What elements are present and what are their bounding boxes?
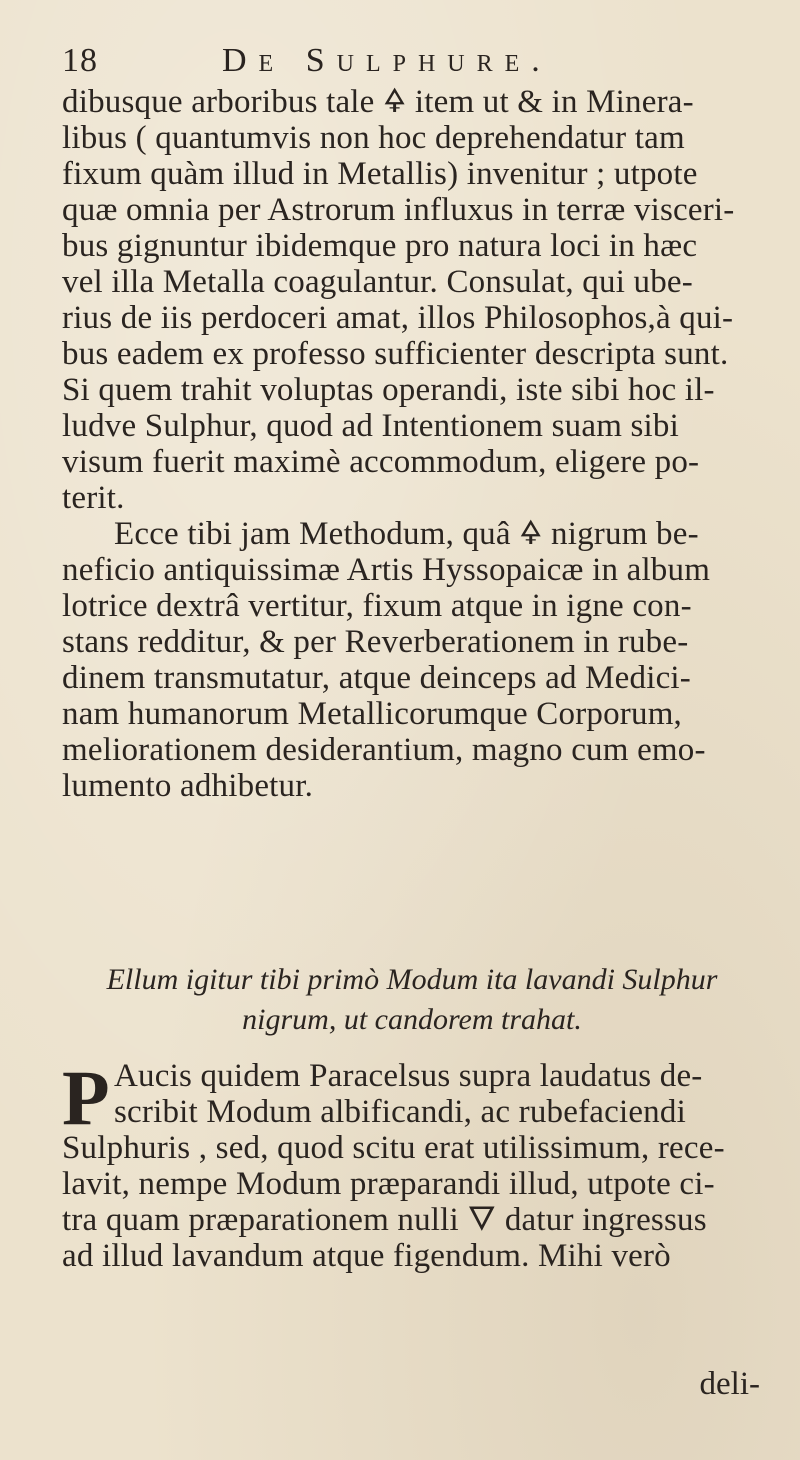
text-line: ludve Sulphur, quod ad Intentionem suam sibi xyxy=(62,408,679,444)
text-line: Sulphuris , sed, quod scitu erat utilissimum, rece- xyxy=(62,1130,725,1166)
text-line: libus ( quantumvis non hoc deprehendatur tam xyxy=(62,120,685,156)
text-line: dibusque arboribus tale 🜍 item ut & in Minera- xyxy=(62,84,694,120)
text-line: lumento adhibetur. xyxy=(62,768,314,804)
text-line: scribit Modum albificandi, ac rubefaciendi xyxy=(114,1094,686,1130)
running-title: De Sulphure. xyxy=(222,42,552,79)
text-line: Ecce tibi jam Methodum, quâ 🜍 nigrum be- xyxy=(114,516,699,552)
text-line: fixum quàm illud in Metallis) invenitur ; utpote xyxy=(62,156,698,192)
text-line: quæ omnia per Astrorum influxus in terræ visceri- xyxy=(62,192,735,228)
text-line: rius de iis perdoceri amat, illos Philosophos,à qui- xyxy=(62,300,734,336)
text-line: neficio antiquissimæ Artis Hyssopaicæ in album xyxy=(62,552,711,588)
text-line: Si quem trahit voluptas operandi, iste sibi hoc il- xyxy=(62,372,715,408)
text-line: tra quam præparationem nulli 🜄 datur ingressus xyxy=(62,1202,707,1238)
heading-line: Ellum igitur tibi primò Modum ita lavandi Sulphur xyxy=(106,963,718,996)
drop-cap: P xyxy=(62,1054,110,1141)
text-line: bus gignuntur ibidemque pro natura loci in hæc xyxy=(62,228,698,264)
text-line: stans redditur, & per Reverberationem in rube- xyxy=(62,624,689,660)
text-line: bus eadem ex professo sufficienter descripta sunt. xyxy=(62,336,729,372)
text-line: ad illud lavandum atque figendum. Mihi verò xyxy=(62,1238,671,1274)
heading-line: nigrum, ut candorem trahat. xyxy=(242,1003,582,1036)
text-line: vel illa Metalla coagulantur. Consulat, qui ube- xyxy=(62,264,693,300)
text-line: Aucis quidem Paracelsus supra laudatus de- xyxy=(114,1058,703,1094)
text-line: nam humanorum Metallicorumque Corporum, xyxy=(62,696,683,732)
text-line: lavit, nempe Modum præparandi illud, utpote ci- xyxy=(62,1166,715,1202)
text-line: dinem transmutatur, atque deinceps ad Medici- xyxy=(62,660,691,696)
body-text xyxy=(62,84,762,804)
page-number: 18 xyxy=(62,42,98,79)
text-line: visum fuerit maximè accommodum, eligere po- xyxy=(62,444,700,480)
paragraph-with-drop-cap xyxy=(62,1054,762,1274)
section-heading xyxy=(62,960,762,1040)
catchword: deli- xyxy=(699,1366,760,1402)
text-line: terit. xyxy=(62,480,125,516)
text-line: lotrice dextrâ vertitur, fixum atque in igne con- xyxy=(62,588,692,624)
text-line: meliorationem desiderantium, magno cum emo- xyxy=(62,732,706,768)
